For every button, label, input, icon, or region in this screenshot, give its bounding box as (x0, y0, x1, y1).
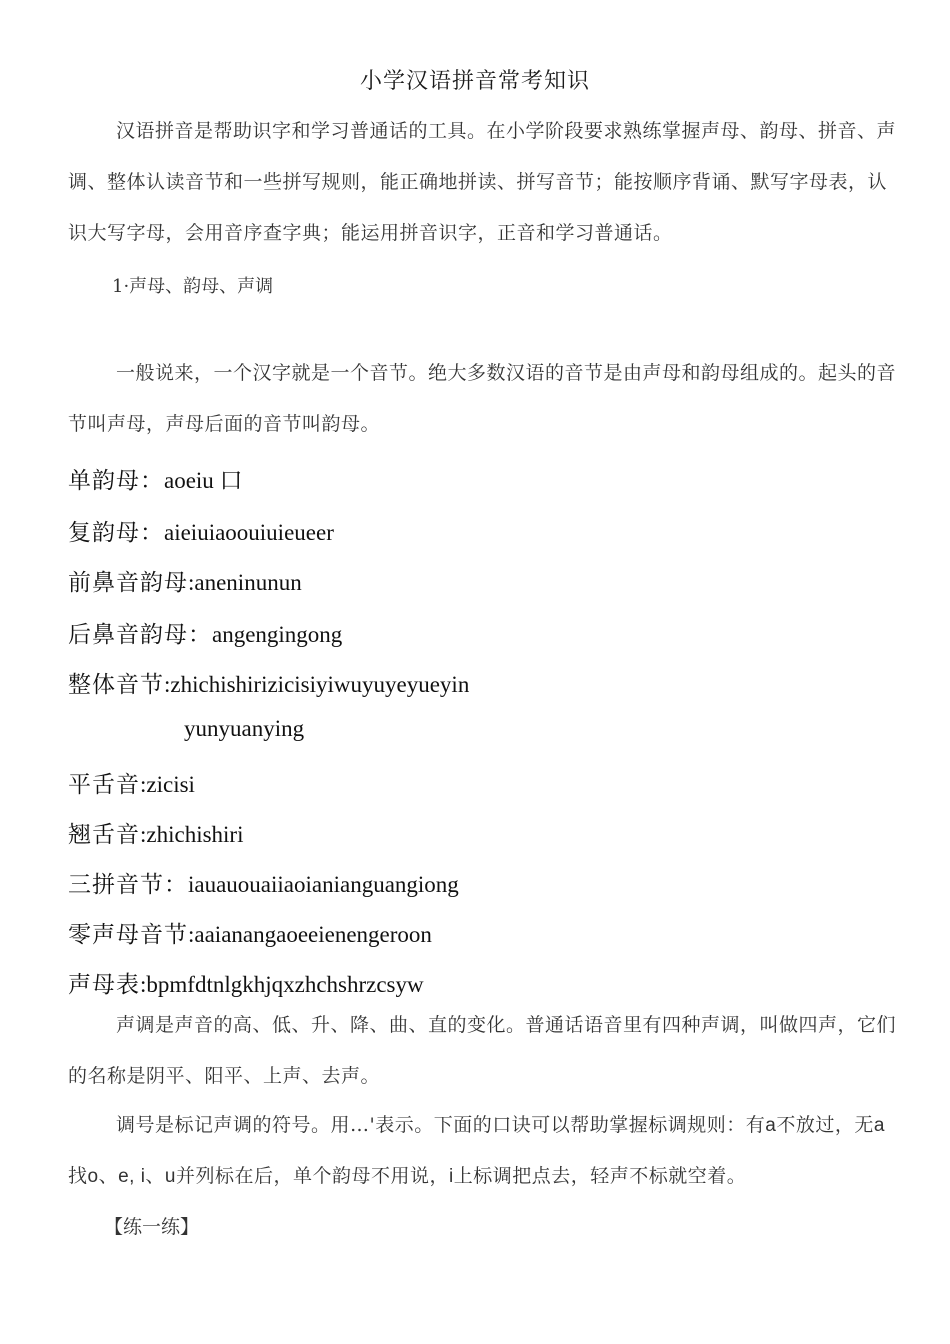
row-label: 前鼻音韵母 (68, 570, 188, 596)
tone-paragraph: 声调是声音的高、低、升、降、曲、直的变化。普通话语音里有四种声调，叫做四声，它们的名称是阴平、阳平、上声、去声。 (68, 1014, 897, 1087)
row-label: 整体音节 (68, 672, 164, 698)
row-label: 后鼻音韵母： (68, 622, 212, 648)
row-value: :aaianangaoeeienengeroon (188, 922, 432, 947)
row-value: iauauouaiiaoianianguangiong (188, 872, 459, 897)
text-run: 调号是标记声调的符号。用…'表示。下面的口诀可以帮助掌握标调规则：有 (116, 1114, 766, 1136)
letter-a: a (765, 1115, 777, 1136)
row-value: :zhichishiri (140, 822, 244, 847)
row-label: 复韵母： (68, 520, 164, 546)
row-simple-finals (68, 462, 243, 495)
letter-i: i (449, 1166, 454, 1187)
practice-heading: 【练一练】 (104, 1216, 200, 1238)
row-label: 零声母音节 (68, 922, 188, 948)
row-initials-table (68, 966, 424, 999)
row-label: 单韵母： (68, 468, 164, 494)
row-value: :aneninunun (188, 570, 302, 595)
row-label: 声母表 (68, 972, 140, 998)
row-front-nasal-finals (68, 564, 302, 597)
page-title: 小学汉语拼音常考知识 (359, 69, 590, 94)
letter-a: a (873, 1115, 885, 1136)
letters-oeiu: o、e, i、u (87, 1166, 176, 1187)
text-run: 不放过，无 (776, 1114, 874, 1136)
tone-mark-paragraph (68, 1100, 898, 1202)
row-value: :zicisi (140, 772, 195, 797)
row-zero-initial (68, 916, 432, 949)
row-value: angengingong (212, 622, 343, 647)
text-run: 上标调把点去，轻声不标就空着。 (453, 1165, 747, 1187)
row-value: aoeiu 口 (164, 468, 243, 493)
row-back-nasal-finals (68, 616, 342, 649)
row-value: :zhichishirizicisiyiwuyuyeyueyin (164, 672, 470, 697)
syllable-paragraph: 一般说来，一个汉字就是一个音节。绝大多数汉语的音节是由声母和韵母组成的。起头的音节叫声母，声母后面的音节叫韵母。 (68, 362, 897, 435)
row-retroflex (68, 816, 243, 849)
section-heading: 1·声母、韵母、声调 (112, 276, 274, 297)
row-label: 翘舌音 (68, 822, 140, 848)
row-triple-syllables (68, 866, 459, 899)
row-value: aieiuiaoouiuieueer (164, 520, 334, 545)
text-run: 找 (68, 1165, 88, 1187)
row-compound-finals (68, 514, 334, 547)
row-value: :bpmfdtnlgkhjqxzhchshrzcsyw (140, 972, 424, 997)
intro-paragraph: 汉语拼音是帮助识字和学习普通话的工具。在小学阶段要求熟练掌握声母、韵母、拼音、声调、整体认读音节和一些拼写规则，能正确地拼读、拼写音节；能按顺序背诵、默写字母表，认识大写字母，会用音序查字典；能运用拼音识字，正音和学习普通话。 (68, 120, 897, 244)
row-flat-tongue (68, 766, 195, 799)
row-whole-syllables-continuation: yunyuanying (184, 716, 305, 741)
row-whole-syllables (68, 666, 469, 699)
row-label: 平舌音 (68, 772, 140, 798)
row-label: 三拼音节： (68, 872, 188, 898)
text-run: 并列标在后，单个韵母不用说， (176, 1165, 450, 1187)
